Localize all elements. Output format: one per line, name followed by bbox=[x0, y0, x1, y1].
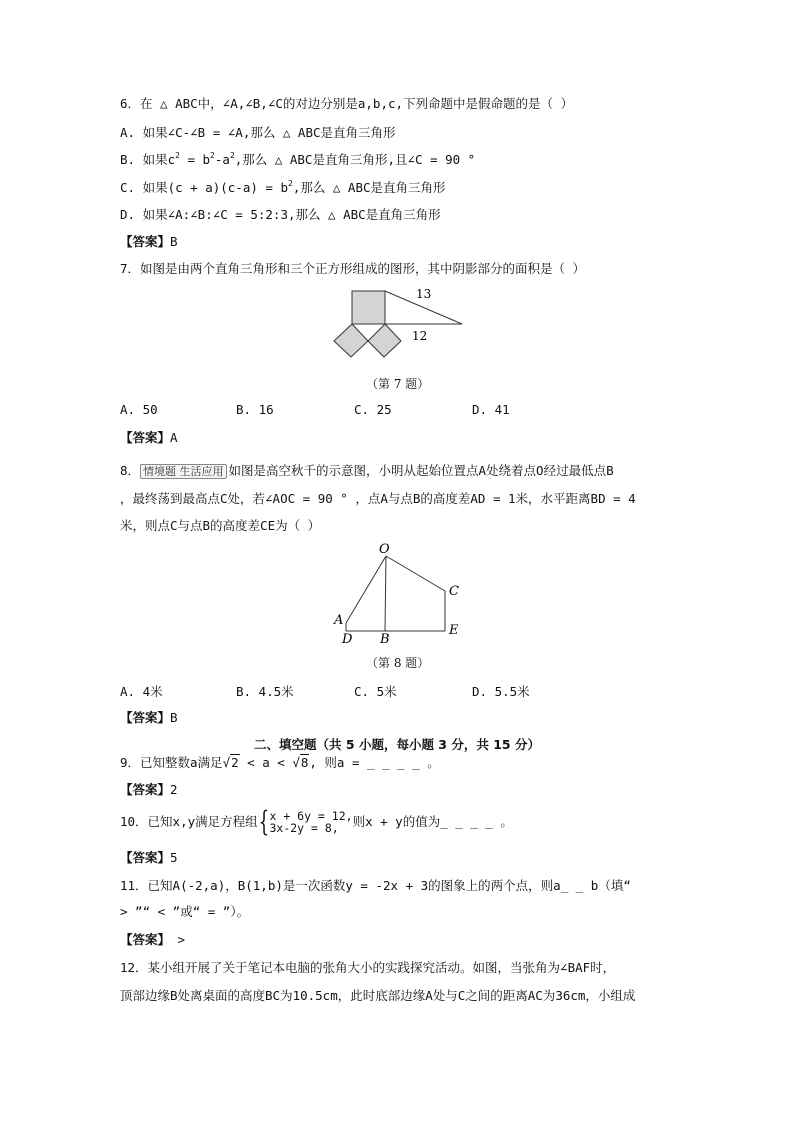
q8-stem-line3: 米，则点C与点B的高度差CE为（ ） bbox=[120, 518, 321, 533]
q8-option-c: C. 5米 bbox=[354, 684, 397, 699]
q8-option-a: A. 4米 bbox=[120, 684, 163, 699]
q8-tag: 情境题 生活应用 bbox=[140, 464, 227, 479]
q7-figure bbox=[325, 285, 475, 365]
q7-right-square bbox=[368, 324, 401, 357]
q6-option-a: A. 如果∠C-∠B = ∠A,那么 △ ABC是直角三角形 bbox=[120, 125, 396, 140]
q8-label-o: O bbox=[379, 542, 390, 557]
q7-top-square bbox=[352, 291, 385, 324]
sqrt-2: √2 bbox=[222, 755, 239, 770]
q8-figure bbox=[330, 540, 470, 645]
q8-answer: 【答案】B bbox=[120, 710, 178, 725]
q7-caption: （第 7 题） bbox=[366, 377, 430, 391]
q8-stem-line2: ，最终荡到最高点C处，若∠AOC = 90 ° ，点A与点B的高度差AD = 1米，水平距离BD = 4 bbox=[120, 491, 636, 506]
q7-option-d: D. 41 bbox=[472, 402, 510, 417]
q6-option-c: C. 如果$(c + a)(c-a) = b^2$,那么 △ ABC是直角三角形 bbox=[120, 179, 446, 195]
q11-stem-line2: > ”“ < ”或“ = ”）。 bbox=[120, 904, 250, 919]
q8-option-b: B. 4.5米 bbox=[236, 684, 294, 699]
q10-equation-system: x + 6y = 12, 3x-2y = 8, bbox=[269, 809, 353, 835]
q8-label-b: B bbox=[380, 632, 390, 645]
q8-segment-oc bbox=[386, 556, 445, 591]
q8-stem-line1: 8． 情境题 生活应用 如图是高空秋千的示意图，小明从起始位置点A处绕着点O经过最低点B bbox=[120, 463, 614, 478]
q10-stem: 10．已知x,y满足方程组{x + 6y = 12, 3x-2y = 8, 则x + y的值为_ _ _ _ 。 bbox=[120, 805, 513, 838]
q8-label-e: E bbox=[449, 623, 459, 638]
q9-answer: 【答案】2 bbox=[120, 782, 178, 797]
brace-icon: { bbox=[258, 805, 269, 838]
q9-stem: 9．已知整数a满足√2 < a < √8, 则a = _ _ _ _ 。 bbox=[120, 755, 440, 770]
q7-label-13: 13 bbox=[416, 287, 432, 301]
q12-stem-line1: 12．某小组开展了关于笔记本电脑的张角大小的实践探究活动。如图，当张角为∠BAF时， bbox=[120, 960, 616, 975]
q10-answer: 【答案】5 bbox=[120, 850, 178, 865]
q8-caption: （第 8 题） bbox=[366, 656, 430, 670]
q6-option-b: B. 如果$c^2 = b^2-a^2$,那么 △ ABC是直角三角形,且∠C = 90 ° bbox=[120, 151, 476, 167]
q8-label-d: D bbox=[342, 632, 353, 645]
q11-answer: 【答案】 > bbox=[120, 932, 186, 947]
section-heading: 二、填空题（共 5 小题，每小题 3 分，共 15 分） bbox=[254, 737, 540, 752]
q8-label-a: A bbox=[334, 613, 344, 628]
q7-option-c: C. 25 bbox=[354, 402, 392, 417]
q7-stem: 7．如图是由两个直角三角形和三个正方形组成的图形，其中阴影部分的面积是（ ） bbox=[120, 261, 586, 276]
q8-segment-oa bbox=[346, 556, 386, 623]
q7-option-b: B. 16 bbox=[236, 402, 274, 417]
q7-answer: 【答案】A bbox=[120, 430, 178, 445]
q6-stem: 6．在 △ ABC中，∠A,∠B,∠C的对边分别是a,b,c,下列命题中是假命题的是（ ） bbox=[120, 96, 574, 111]
q6-answer: 【答案】B bbox=[120, 234, 178, 249]
q8-segment-ob bbox=[385, 556, 386, 631]
q8-label-c: C bbox=[449, 584, 459, 599]
q7-option-a: A. 50 bbox=[120, 402, 158, 417]
q7-label-12: 12 bbox=[412, 329, 428, 343]
q12-stem-line2: 顶部边缘B处离桌面的高度BC为10.5cm，此时底部边缘A处与C之间的距离AC为36cm，小组成 bbox=[120, 988, 636, 1003]
q7-left-square bbox=[334, 324, 368, 357]
sqrt-8: √8 bbox=[292, 755, 309, 770]
q11-stem-line1: 11．已知A(-2,a)，B(1,b)是一次函数y = -2x + 3的图象上的两个点，则a_ _ b（填“ bbox=[120, 878, 631, 893]
q8-option-d: D. 5.5米 bbox=[472, 684, 530, 699]
q6-option-d: D. 如果∠A:∠B:∠C = 5:2:3,那么 △ ABC是直角三角形 bbox=[120, 207, 441, 222]
